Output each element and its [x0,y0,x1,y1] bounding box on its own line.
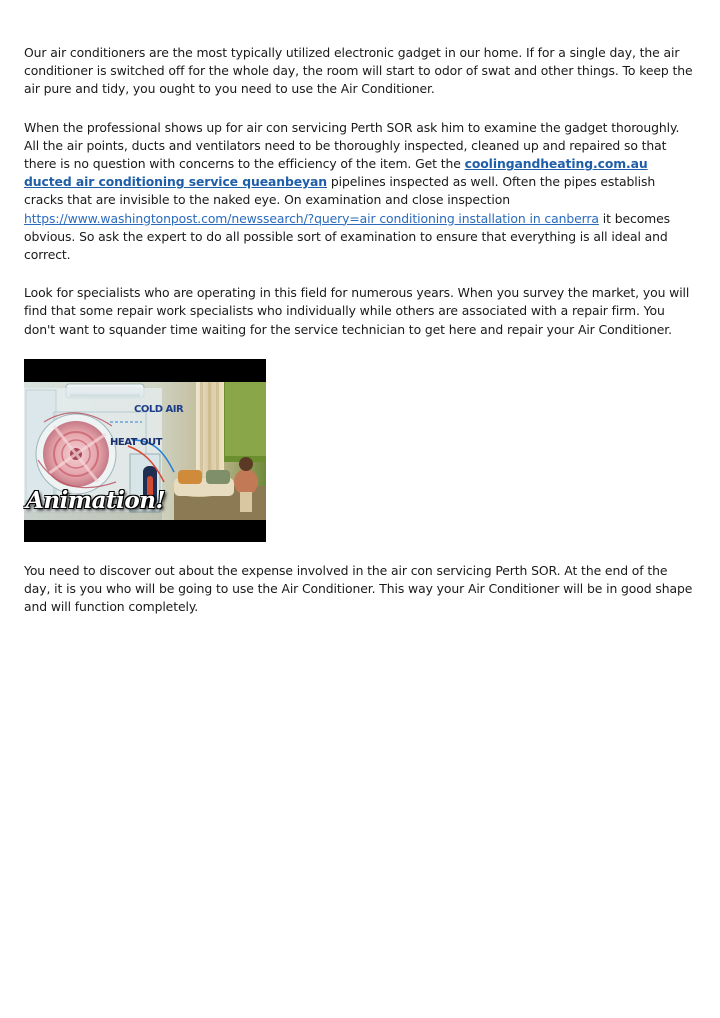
paragraph-servicing-text-2: pipelines inspected as well. Often the pipes establish cracks that are invisible to the naked eye. On examination and close inspection [24,174,656,208]
paragraph-intro: Our air conditioners are the most typically utilized electronic gadget in our home. If for a single day, the air conditioner is switched off for the whole day, the room will start to odor of swat and other things. To keep the air pure and tidy, you ought to you need to use the Air Conditioner. [24,45,693,97]
ducted-air-conditioning-link[interactable]: coolingandheating.com.au ducted air conditioning service queanbeyan [24,156,648,190]
paragraph-servicing [24,119,696,265]
paragraph-servicing-text-1: When the professional shows up for air con servicing Perth SOR ask him to examine the gadget thoroughly. All the air points, ducts and ventilators need to be thoroughly inspected, cleaned up and repaired so that there is no question with concerns to the efficiency of the item. Get the [24,119,680,172]
animation-title-overlay: Animation! [26,486,166,514]
heat-out-label: HEAT OUT [110,436,162,448]
paragraph-specialists: Look for specialists who are operating in this field for numerous years. When you survey the market, you will find that some repair work specialists who individually while others are associated with a repair firm. You don't want to squander time waiting for the service technician to get here and repair your Air Conditioner. [24,285,690,337]
paragraph-expense: You need to discover out about the expense involved in the air con servicing Perth SOR. At the end of the day, it is you who will be going to use the Air Conditioner. This way your Air Conditioner will be in good shape and will function completely. [24,562,693,615]
cold-air-label: COLD AIR [134,403,184,415]
video-thumbnail[interactable] [24,359,266,542]
washingtonpost-search-link[interactable]: https://www.washingtonpost.com/newssearch/?query=air conditioning installation in canberra [24,210,599,226]
paragraph-servicing-text-3: it becomes obvious. So ask the expert to do all possible sort of examination to ensure that everything is all ideal and correct. [24,210,671,263]
document-body [24,44,696,636]
